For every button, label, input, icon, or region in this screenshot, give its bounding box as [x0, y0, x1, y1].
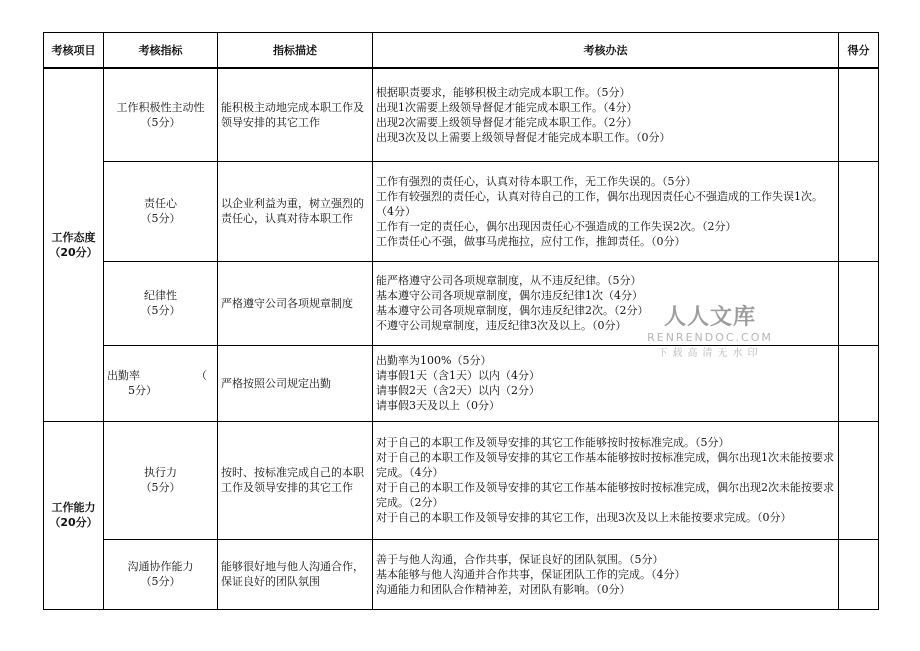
method-line: 出现2次需要上级领导督促才能完成本职工作。（2分）	[376, 115, 638, 129]
method-line: 对于自己的本职工作及领导安排的其它工作基本能够按时按标准完成，偶尔出现1次未能按要求完成。（4分）	[376, 451, 834, 479]
table-row	[44, 161, 879, 261]
method-line: 沟通能力和团队合作精神差，对团队有影响。（0分）	[376, 582, 631, 596]
indicator-cell: 责任心 （5分）	[104, 161, 218, 261]
indicator-cell: 出勤率 （ 5分）	[104, 345, 218, 421]
description-cell: 严格按照公司规定出勤	[218, 345, 373, 421]
method-line: 出勤率为100%（5分）	[376, 354, 492, 367]
method-line: 基本遵守公司各项规章制度，偶尔违反纪律1次（4分）	[376, 289, 643, 302]
indicator-cell: 工作积极性主动性 （5分）	[104, 68, 218, 161]
score-cell[interactable]	[839, 68, 879, 161]
description-cell: 严格遵守公司各项规章制度	[218, 261, 373, 345]
category-cell: 工作态度 （20分）	[44, 68, 104, 421]
table-row	[44, 539, 879, 609]
header-score: 得分	[839, 33, 879, 69]
method-line: 善于与他人沟通，合作共事，保证良好的团队氛围。（5分）	[376, 552, 664, 566]
method-line: 基本遵守公司各项规章制度，偶尔违反纪律2次。（2分）	[376, 304, 649, 317]
header-indicator: 考核指标	[104, 33, 218, 69]
method-line: 请事假3天及以上（0分）	[376, 399, 500, 412]
method-line: 工作有一定的责任心，偶尔出现因责任心不强造成的工作失误2次。（2分）	[376, 219, 737, 233]
method-line: 根据职责要求，能够积极主动完成本职工作。（5分）	[376, 85, 631, 99]
score-cell[interactable]	[839, 261, 879, 345]
method-cell	[373, 345, 839, 421]
indicator-cell: 执行力 （5分）	[104, 421, 218, 539]
method-line: 对于自己的本职工作及领导安排的其它工作基本能够按时按标准完成，偶尔出现2次未能按要求完成。（2分）	[376, 481, 834, 509]
score-cell[interactable]	[839, 161, 879, 261]
header-category: 考核项目	[44, 33, 104, 69]
header-row	[44, 33, 879, 69]
method-cell	[373, 539, 839, 609]
watermark-domain: RENRENDOC.COM	[647, 331, 773, 344]
category-cell: 工作能力 （20分）	[44, 421, 104, 609]
method-cell	[373, 261, 839, 345]
description-cell: 以企业利益为重，树立强烈的责任心，认真对待本职工作	[218, 161, 373, 261]
method-cell	[373, 421, 839, 539]
method-line: 对于自己的本职工作及领导安排的其它工作，出现3次及以上未能按要求完成。（0分）	[376, 511, 792, 524]
method-line: 出现1次需要上级领导督促才能完成本职工作。（4分）	[376, 100, 638, 114]
method-line: 对于自己的本职工作及领导安排的其它工作能够按时按标准完成。（5分）	[376, 436, 730, 449]
indicator-cell: 纪律性 （5分）	[104, 261, 218, 345]
indicator-cell: 沟通协作能力 （5分）	[104, 539, 218, 609]
method-cell	[373, 68, 839, 161]
method-cell	[373, 161, 839, 261]
method-line: 请事假1天（含1天）以内（4分）	[376, 369, 540, 382]
method-line: 工作有强烈的责任心，认真对待本职工作，无工作失误的。（5分）	[376, 174, 697, 188]
method-line: 请事假2天（含2天）以内（2分）	[376, 384, 540, 397]
watermark-tagline: 下载高清无水印	[657, 348, 763, 359]
assessment-table	[43, 32, 879, 610]
method-line: 能严格遵守公司各项规章制度，从不违反纪律。（5分）	[376, 274, 642, 287]
method-line: 工作责任心不强，做事马虎拖拉，应付工作，推卸责任。（0分）	[376, 234, 686, 248]
description-cell: 能积极主动地完成本职工作及领导安排的其它工作	[218, 68, 373, 161]
table-row	[44, 345, 879, 421]
method-line: 基本能够与他人沟通并合作共事，保证团队工作的完成。（4分）	[376, 567, 686, 581]
method-line: 工作有较强烈的责任心，认真对待自己的工作，偶尔出现因责任心不强造成的工作失误1次。（4分）	[376, 189, 823, 218]
score-cell[interactable]	[839, 345, 879, 421]
table-row	[44, 261, 879, 345]
table-row	[44, 421, 879, 539]
table-row	[44, 68, 879, 161]
score-cell[interactable]	[839, 421, 879, 539]
method-line: 出现3次及以上需要上级领导督促才能完成本职工作。（0分）	[376, 130, 671, 144]
method-line: 不遵守公司规章制度，违反纪律3次及以上。（0分）	[376, 319, 627, 332]
watermark-title: 人人文库	[663, 305, 756, 330]
description-cell: 按时、按标准完成自己的本职工作及领导安排的其它工作	[218, 421, 373, 539]
score-cell[interactable]	[839, 539, 879, 609]
header-description: 指标描述	[218, 33, 373, 69]
description-cell: 能够很好地与他人沟通合作，保证良好的团队氛围	[218, 539, 373, 609]
header-method: 考核办法	[373, 33, 839, 69]
